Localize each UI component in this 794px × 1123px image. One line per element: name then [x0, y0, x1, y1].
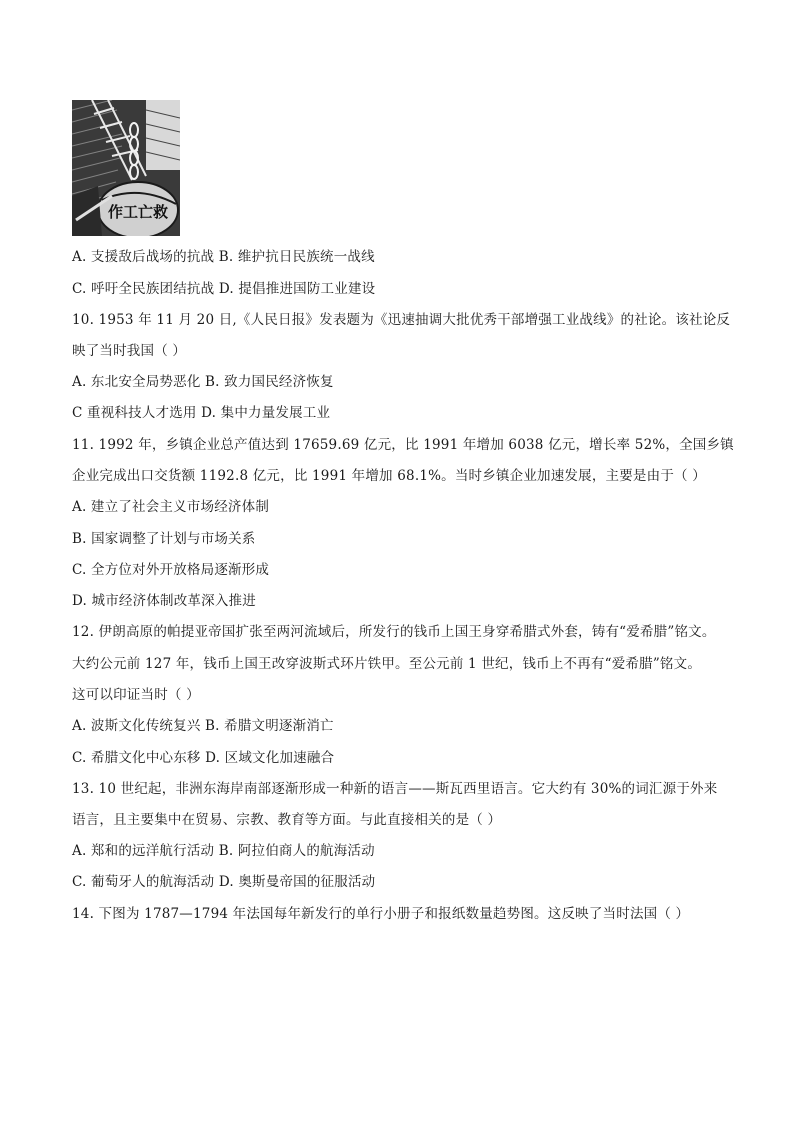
q10-options-line2: C 重视科技人才选用 D. 集中力量发展工业: [72, 405, 331, 421]
q11-option-d: D. 城市经济体制改革深入推进: [72, 593, 256, 609]
q12-stem-line1: 12. 伊朗高原的帕提亚帝国扩张至两河流域后，所发行的钱币上国王身穿希腊式外套，铸有“爱希腊”铭文。: [72, 624, 716, 640]
q12-options-line1: A. 波斯文化传统复兴 B. 希腊文明逐渐消亡: [72, 718, 334, 734]
q10-stem-line1: 10. 1953 年 11 月 20 日,《人民日报》发表题为《迅速抽调大批优秀干部增强工业战线》的社论。该社论反: [72, 312, 731, 328]
q11-stem-line1: 11. 1992 年，乡镇企业总产值达到 17659.69 亿元，比 1991 年增加 6038 亿元，增长率 52%，全国乡镇: [72, 437, 734, 453]
q11-option-b: B. 国家调整了计划与市场关系: [72, 531, 256, 547]
q11-option-a: A. 建立了社会主义市场经济体制: [72, 499, 270, 515]
q13-stem-line1: 13. 10 世纪起，非洲东海岸南部逐渐形成一种新的语言——斯瓦西里语言。它大约有 30%的词汇源于外来: [72, 781, 718, 797]
q12-stem-line2: 大约公元前 127 年，钱币上国王改穿波斯式环片铁甲。至公元前 1 世纪，钱币上不再有“爱希腊”铭文。: [72, 656, 702, 672]
q9-options-line1: A. 支援敌后战场的抗战 B. 维护抗日民族统一战线: [72, 249, 375, 265]
q12-options-line2: C. 希腊文化中心东移 D. 区域文化加速融合: [72, 750, 335, 766]
q13-stem-line2: 语言，且主要集中在贸易、宗教、教育等方面。与此直接相关的是（ ）: [72, 812, 502, 828]
q12-stem-line3: 这可以印证当时（ ）: [72, 687, 200, 703]
q9-options-line2: C. 呼吁全民族团结抗战 D. 提倡推进国防工业建设: [72, 281, 376, 297]
figure-caption-text: 作工亡救: [107, 203, 169, 221]
q10-options-line1: A. 东北安全局势恶化 B. 致力国民经济恢复: [72, 374, 334, 390]
q11-option-c: C. 全方位对外开放格局逐渐形成: [72, 562, 270, 578]
q14-stem-line1: 14. 下图为 1787—1794 年法国每年新发行的单行小册子和报纸数量趋势图。这反映了当时法国（ ）: [72, 906, 690, 922]
woodcut-illustration-icon: [72, 100, 180, 236]
q11-stem-line2: 企业完成出口交货额 1192.8 亿元，比 1991 年增加 68.1%。当时乡镇企业加速发展，主要是由于（ ）: [72, 468, 706, 484]
q13-options-line2: C. 葡萄牙人的航海活动 D. 奥斯曼帝国的征服活动: [72, 874, 376, 890]
q10-stem-line2: 映了当时我国（ ）: [72, 343, 187, 359]
q13-options-line1: A. 郑和的远洋航行活动 B. 阿拉伯商人的航海活动: [72, 843, 375, 859]
